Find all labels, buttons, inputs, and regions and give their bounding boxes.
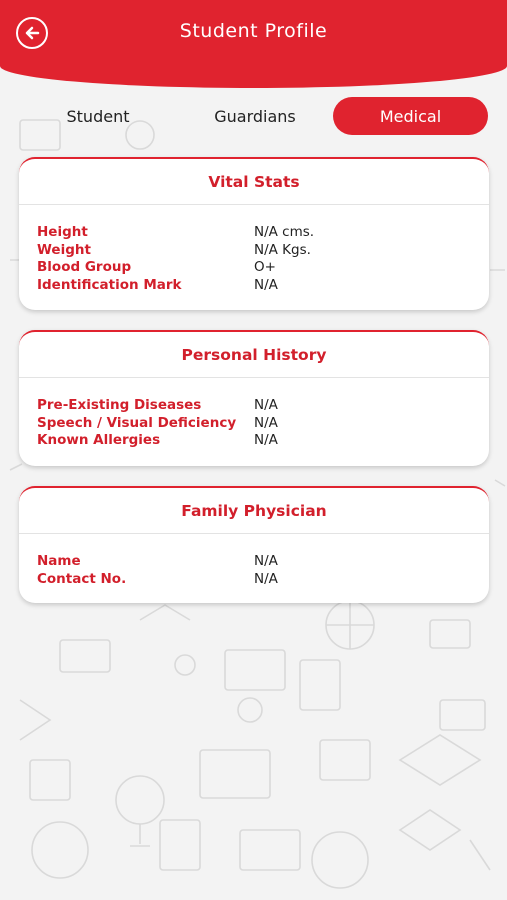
info-row	[37, 570, 471, 588]
row-value: N/A	[254, 276, 278, 293]
row-value: N/A	[254, 552, 278, 569]
row-label: Speech / Visual Deficiency	[37, 414, 237, 431]
app-header	[0, 0, 507, 88]
row-label: Contact No.	[37, 570, 127, 587]
tab-guardians[interactable]: Guardians	[214, 106, 296, 126]
row-label: Known Allergies	[37, 432, 161, 449]
personal-history-card	[19, 330, 489, 466]
family-physician-card	[19, 486, 489, 603]
row-value: N/A	[254, 414, 278, 431]
page-title: Student Profile	[179, 20, 328, 42]
info-row	[37, 431, 471, 449]
row-label: Pre-Existing Diseases	[37, 396, 202, 413]
tab-medical[interactable]: Medical	[333, 97, 488, 135]
info-row	[37, 223, 471, 241]
row-value: N/A Kgs.	[254, 241, 311, 258]
row-label: Blood Group	[37, 259, 132, 276]
info-row	[37, 258, 471, 276]
tab-student[interactable]: Student	[66, 106, 130, 126]
card-title: Family Physician	[19, 488, 489, 534]
vital-stats-card	[19, 157, 489, 310]
info-row	[37, 241, 471, 259]
row-label: Weight	[37, 241, 91, 258]
row-value: N/A	[254, 396, 278, 413]
profile-tabs	[0, 97, 507, 137]
row-value: N/A	[254, 432, 278, 449]
info-row	[37, 414, 471, 432]
info-row	[37, 552, 471, 570]
row-value: N/A	[254, 570, 278, 587]
info-row	[37, 276, 471, 294]
row-label: Identification Mark	[37, 276, 182, 293]
row-label: Height	[37, 223, 88, 240]
info-row	[37, 396, 471, 414]
row-value: N/A cms.	[254, 223, 315, 240]
row-label: Name	[37, 552, 81, 569]
card-title: Personal History	[19, 332, 489, 378]
card-title: Vital Stats	[19, 159, 489, 205]
row-value: O+	[254, 259, 276, 276]
